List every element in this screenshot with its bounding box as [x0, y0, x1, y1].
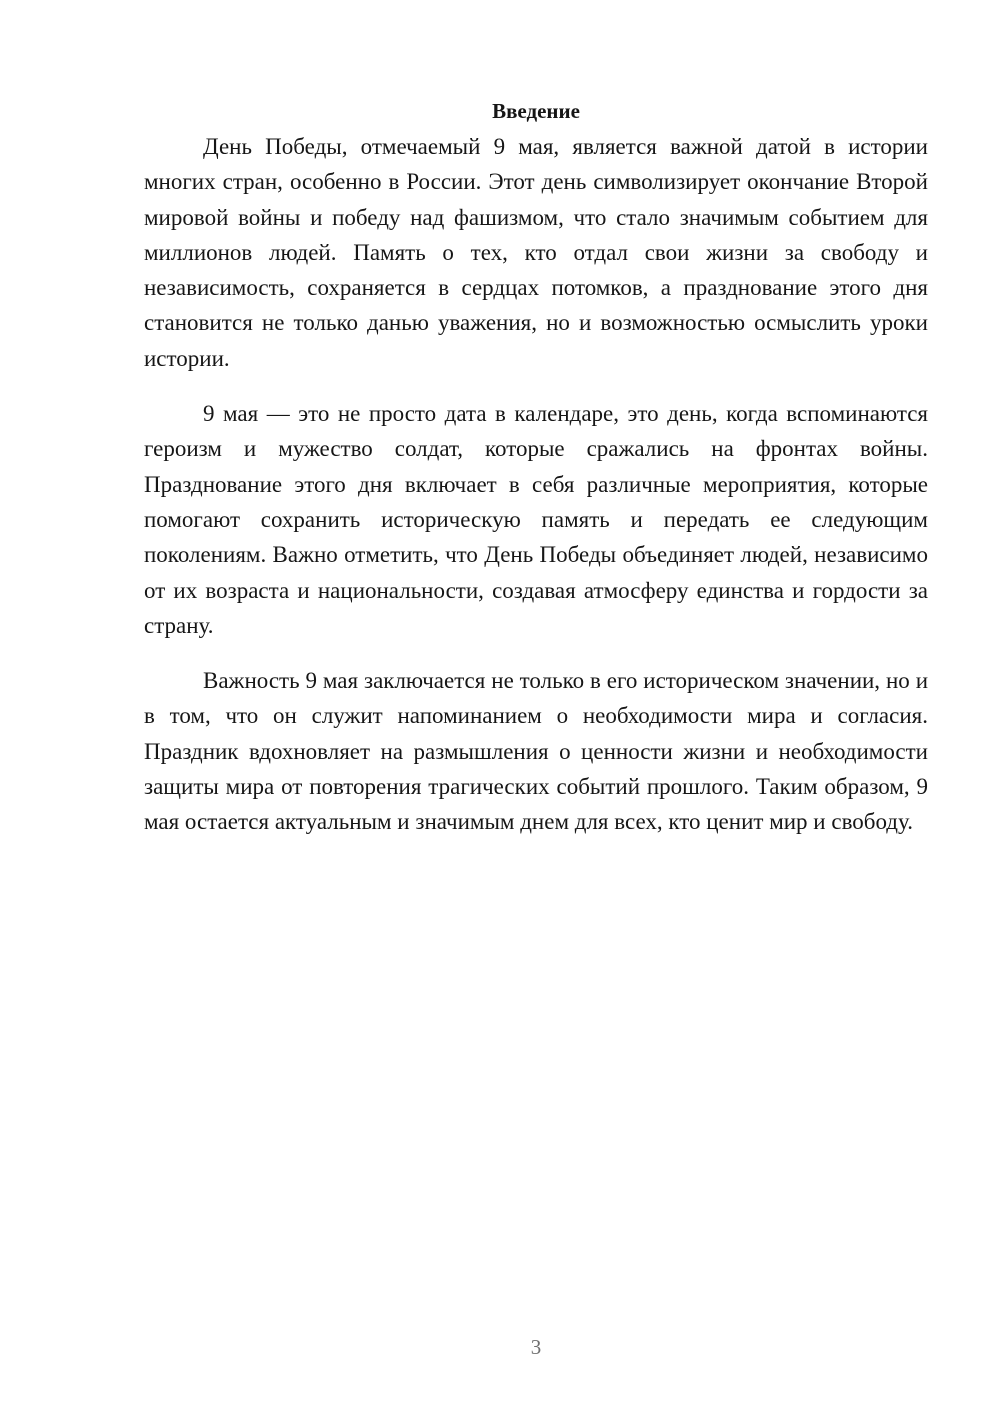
paragraph-2: 9 мая — это не просто дата в календаре, это день, когда вспоминаются героизм и мужество солдат, которые сражались на фронтах войны. Празднование этого дня включает в себя различные мероприятия, которые помогают сохранить историческую память и передать ее следующим поколениям. Важно отметить, что День Победы объединяет людей, независимо от их возраста и национальности, создавая атмосферу единства и гордости за страну.	[144, 401, 928, 638]
paragraph-1: День Победы, отмечаемый 9 мая, является важной датой в истории многих стран, особенно в России. Этот день символизирует окончание Второй мировой войны и победу над фашизмом, что стало значимым событием для миллионов людей. Память о тех, кто отдал свои жизни за свободу и независимость, сохраняется в сердцах потомков, а празднование этого дня становится не только данью уважения, но и возможностью осмыслить уроки истории.	[144, 134, 928, 371]
paragraph-3: Важность 9 мая заключается не только в его историческом значении, но и в том, что он служит напоминанием о необходимости мира и согласия. Праздник вдохновляет на размышления о ценности жизни и необходимости защиты мира от повторения трагических событий прошлого. Таким образом, 9 мая остается актуальным и значимым днем для всех, кто ценит мир и свободу.	[144, 668, 928, 835]
section-heading: Введение	[492, 99, 580, 123]
document-body	[144, 94, 928, 860]
page-number: 3	[530, 1335, 542, 1359]
